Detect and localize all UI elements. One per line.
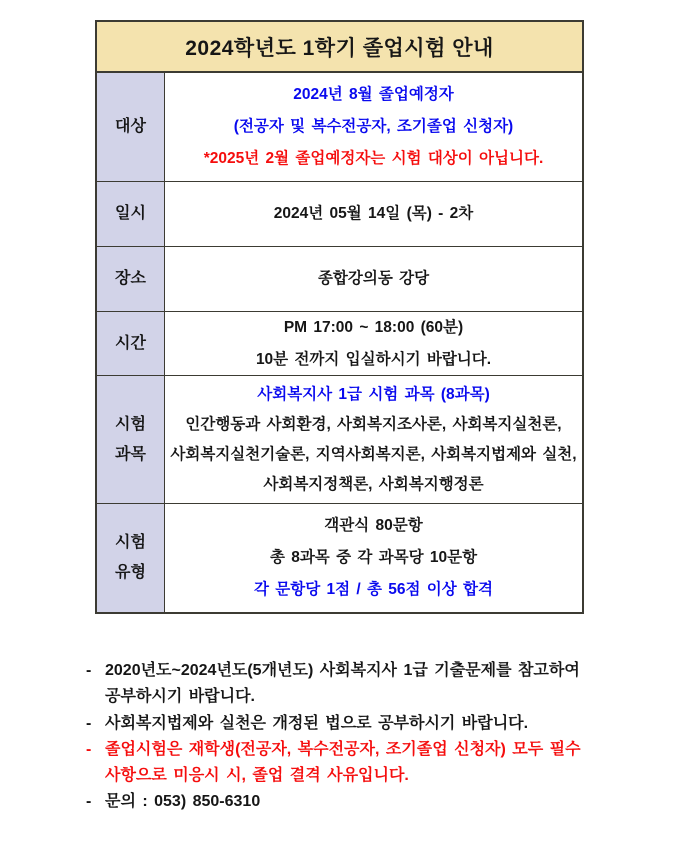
content-line: 각 문항당 1점 / 총 56점 이상 합격: [253, 581, 494, 598]
note-item-study-reference: [86, 658, 611, 711]
table-row-subjects: [97, 376, 582, 504]
note-line: 졸업시험은 재학생(전공자, 복수전공자, 조기졸업 신청자) 모두 필수: [105, 740, 581, 758]
content-line: PM 17:00 ~ 18:00 (60분): [283, 318, 464, 336]
row-label-text: 과목: [115, 445, 146, 463]
row-label-text: 대상: [115, 118, 146, 135]
row-content-time: [165, 312, 582, 375]
note-line: 공부하시기 바랍니다.: [105, 688, 255, 706]
row-content-format: [165, 504, 582, 612]
content-line: 총 8과목 중 각 과목당 10문항: [269, 549, 478, 566]
table-row-time: [97, 312, 582, 376]
note-text: [105, 711, 611, 737]
note-line: 사항으로 미응시 시, 졸업 결격 사유입니다.: [105, 767, 409, 785]
row-content-subjects: [165, 376, 582, 503]
table-row-place: [97, 247, 582, 312]
row-label-text: 유형: [115, 564, 146, 581]
note-line: 2020년도~2024년도(5개년도) 사회복지사 1급 기출문제를 참고하여: [105, 662, 580, 679]
note-dash: -: [86, 793, 92, 811]
table-row-target: [97, 73, 582, 182]
row-label-subjects: [97, 376, 165, 503]
table-row-datetime: [97, 182, 582, 247]
note-item-mandatory-warning: [86, 737, 611, 790]
content-line: 인간행동과 사회환경, 사회복지조사론, 사회복지실천론,: [185, 415, 562, 433]
note-dash: -: [86, 740, 92, 758]
row-label-text: 장소: [115, 270, 146, 287]
note-line: 사회복지법제와 실천은 개정된 법으로 공부하시기 바랍니다.: [105, 714, 529, 732]
row-label-format: [97, 504, 165, 612]
note-item-contact: [86, 789, 611, 815]
content-line: 객관식 80문항: [324, 517, 423, 534]
row-content-target: [165, 73, 582, 181]
row-label-text: 시험: [115, 534, 146, 551]
row-label-datetime: [97, 182, 165, 246]
content-line: 사회복지실천기술론, 지역사회복지론, 사회복지법제와 실천,: [170, 445, 577, 463]
content-line: (전공자 및 복수전공자, 조기졸업 신청자): [233, 118, 514, 135]
notes-section: [86, 658, 611, 816]
note-line contact-phone: 문의 : 053) 850-6310: [105, 793, 261, 811]
note-text: [105, 658, 611, 711]
notice-title: [97, 22, 582, 73]
row-content-place: [165, 247, 582, 311]
content-line: 사회복지사 1급 시험 과목 (8과목): [257, 385, 490, 403]
content-line: 10분 전까지 입실하시기 바랍니다.: [255, 350, 492, 368]
row-label-text: 시간: [115, 334, 146, 352]
row-label-text: 시험: [115, 415, 146, 433]
table-row-format: [97, 504, 582, 612]
content-line: 2024년 05월 14일 (목) - 2차: [273, 205, 474, 222]
content-line: 종합강의동 강당: [317, 270, 430, 287]
note-text: [105, 737, 611, 790]
row-content-datetime: [165, 182, 582, 246]
row-label-time: [97, 312, 165, 375]
row-label-place: [97, 247, 165, 311]
row-label-text: 일시: [115, 205, 146, 222]
row-label-target: [97, 73, 165, 181]
content-line: 사회복지정책론, 사회복지행정론: [263, 475, 484, 493]
content-line: *2025년 2월 졸업예정자는 시험 대상이 아닙니다.: [203, 150, 544, 167]
content-line: 2024년 8월 졸업예정자: [293, 86, 454, 103]
note-text: [105, 789, 611, 815]
note-item-revised-law: [86, 711, 611, 737]
notice-title-text: 2024학년도 1학기 졸업시험 안내: [185, 36, 494, 60]
note-dash: -: [86, 714, 92, 732]
notice-table: [95, 20, 584, 614]
note-dash: -: [86, 662, 92, 679]
